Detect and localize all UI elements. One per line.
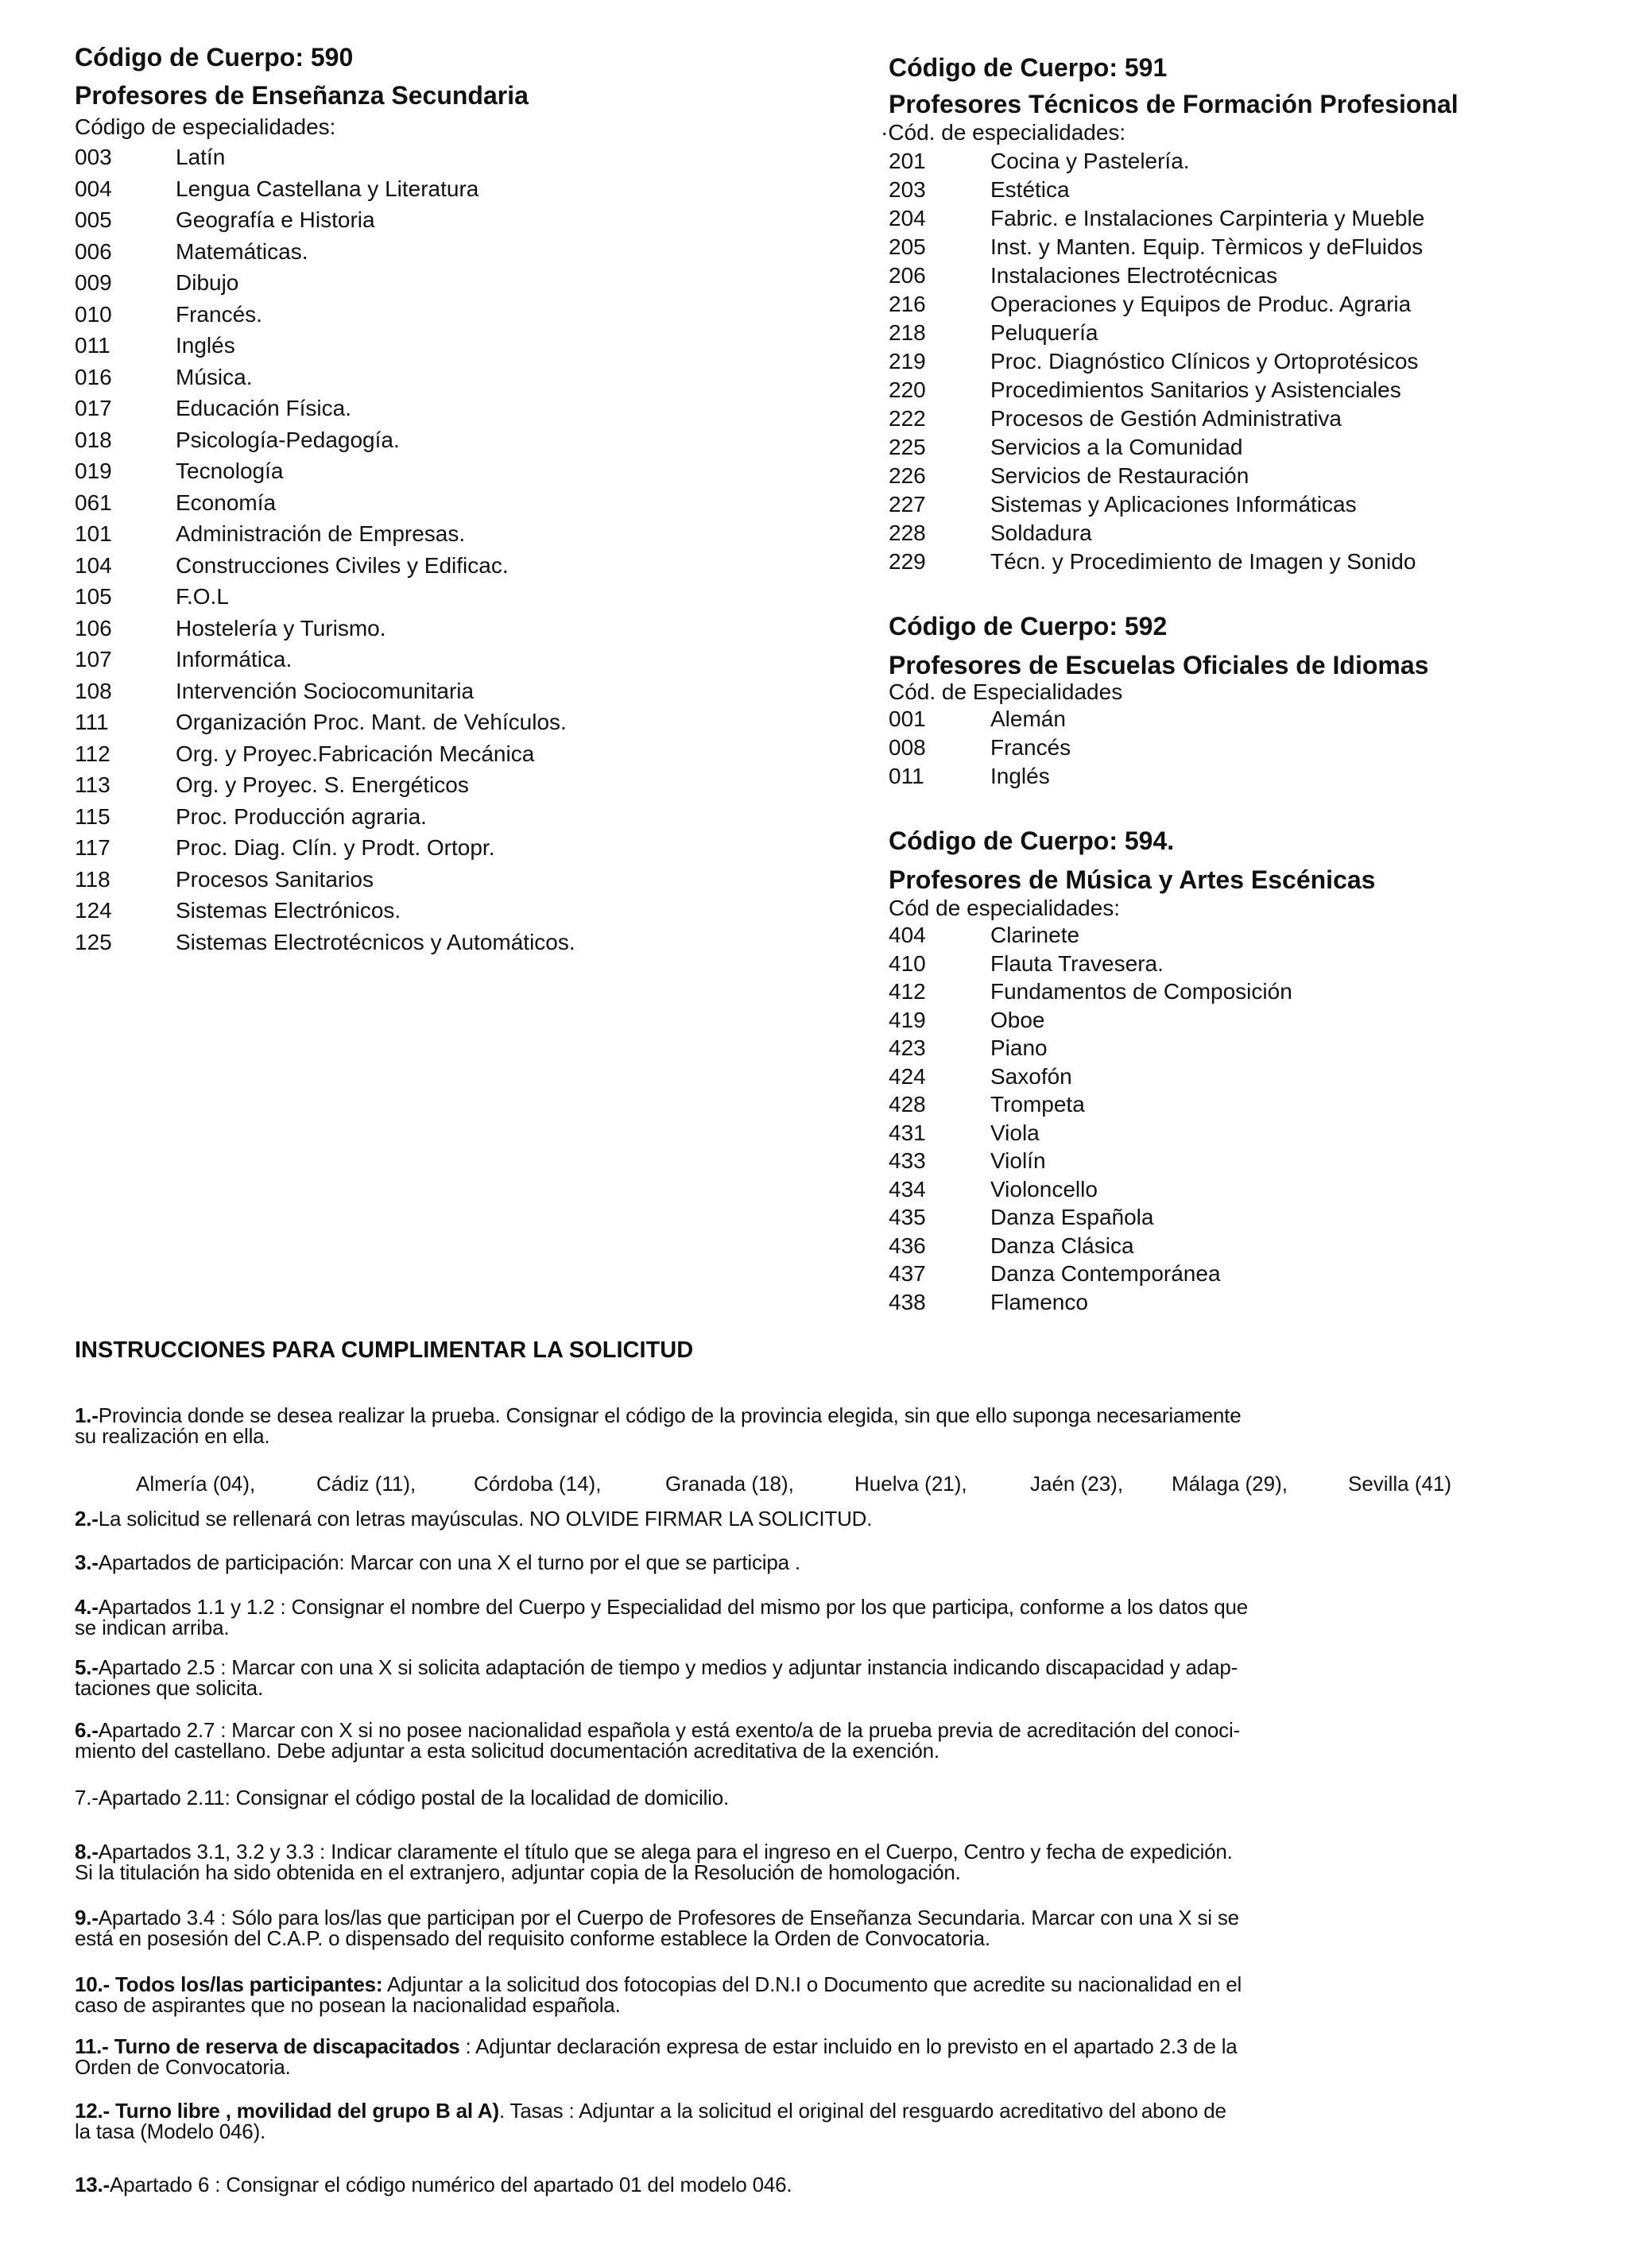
instruction-line: [75, 1974, 1585, 1995]
specialty-name: Cocina y Pastelería.: [990, 149, 1190, 173]
instruction-text: Apartado 2.11: Consignar el código postal de la localidad de domicilio.: [98, 1786, 730, 1809]
specialty-name: Francés: [990, 735, 1071, 760]
instruction-line: [75, 2036, 1585, 2057]
specialty-name: Org. y Proyec. S. Energéticos: [176, 772, 469, 797]
instruction-line: [75, 1907, 1585, 1928]
instruction-line: [75, 1405, 1585, 1426]
instruction-line: [75, 1617, 1585, 1638]
specialty-code: 419: [889, 1007, 926, 1032]
specialty-name: Informática.: [176, 647, 292, 671]
specialty-name: Viola: [990, 1120, 1040, 1145]
specialty-code: 061: [75, 490, 112, 515]
specialty-name: Fabric. e Instalaciones Carpinteria y Mueble: [990, 206, 1425, 230]
specialty-name: Saxofón: [990, 1063, 1072, 1089]
cuerpo-592-label: Cód. de Especialidades: [889, 679, 1123, 704]
instruction-text: Apartados 1.1 y 1.2 : Consignar el nombre del Cuerpo y Especialidad del mismo por los que participa, conforme a los datos que: [98, 1595, 1249, 1619]
instruction-item: [75, 1974, 1585, 2015]
cuerpo-592-title: Profesores de Escuelas Oficiales de Idiomas: [889, 651, 1429, 679]
specialty-code: 433: [889, 1148, 926, 1173]
instruction-text: Si la titulación ha sido obtenida en el extranjero, adjuntar copia de la Resolución de homologación.: [75, 1860, 961, 1884]
specialty-code: 226: [889, 463, 926, 488]
specialty-name: Servicios a la Comunidad: [990, 435, 1243, 459]
instruction-item: [75, 2036, 1585, 2077]
instruction-text: la tasa (Modelo 046).: [75, 2119, 266, 2143]
specialty-name: Hostelería y Turismo.: [176, 615, 386, 641]
instruction-number: 7.-: [75, 1786, 99, 1809]
specialty-name: Construcciones Civiles y Edificac.: [176, 552, 509, 578]
instruction-item: [75, 1508, 1585, 1529]
specialty-name: Psicología-Pedagogía.: [176, 427, 400, 452]
specialty-name: Sistemas Electrotécnicos y Automáticos.: [176, 929, 575, 954]
instruction-item: [75, 1720, 1585, 1761]
specialty-code: 009: [75, 270, 112, 295]
specialty-code: 112: [75, 741, 110, 766]
specialty-code: 011: [889, 764, 924, 788]
instruction-text: Apartados de participación: Marcar con una X el turno por el que se participa .: [98, 1550, 800, 1574]
specialty-name: Procesos Sanitarios: [176, 866, 374, 892]
specialty-name: Proc. Diag. Clín. y Prodt. Ortopr.: [176, 835, 495, 860]
specialty-code: 019: [75, 459, 112, 483]
instruction-line: [75, 2121, 1585, 2142]
specialty-name: Flamenco: [990, 1289, 1088, 1314]
specialty-code: 431: [889, 1120, 926, 1145]
specialty-name: Procedimientos Sanitarios y Asistenciales: [990, 377, 1401, 402]
instruction-line: [75, 1862, 1585, 1883]
instruction-item: [75, 1405, 1585, 1446]
instruction-line: [75, 1720, 1585, 1740]
specialty-name: Administración de Empresas.: [176, 521, 466, 546]
instruction-number: 8.-: [75, 1840, 99, 1864]
specialty-code: 216: [889, 292, 926, 316]
cuerpo-594-title: Profesores de Música y Artes Escénicas: [889, 865, 1376, 894]
specialty-name: Fundamentos de Composición: [990, 979, 1292, 1004]
instruction-text: caso de aspirantes que no posean la nacionalidad española.: [75, 1993, 621, 2017]
instruction-text: Apartados 3.1, 3.2 y 3.3 : Indicar claramente el título que se alega para el ingreso en el Cuerpo, Centro y fecha de expedición.: [98, 1840, 1233, 1864]
instruction-line: [75, 2057, 1585, 2077]
instruction-item: [75, 1907, 1585, 1949]
specialty-name: Org. y Proyec.Fabricación Mecánica: [176, 741, 535, 766]
specialty-code: 220: [889, 377, 926, 402]
instruction-number: 2.-: [75, 1507, 99, 1531]
specialty-name: Servicios de Restauración: [990, 463, 1249, 488]
specialty-code: 225: [889, 435, 926, 459]
province-code: Granada (18),: [665, 1472, 794, 1496]
specialty-code: 011: [75, 333, 110, 358]
instruction-number: 10.-: [75, 1972, 110, 1996]
instruction-number: 1.-: [75, 1403, 99, 1427]
specialty-name: Danza Española: [990, 1205, 1154, 1229]
specialty-name: Violín: [990, 1148, 1046, 1173]
specialty-name: Tecnología: [176, 459, 284, 483]
specialty-code: 423: [889, 1035, 926, 1060]
instruction-line: [75, 1508, 1585, 1529]
instruction-line: [75, 1678, 1585, 1698]
specialty-code: 437: [889, 1261, 926, 1286]
specialty-code: 204: [889, 206, 926, 230]
specialty-code: 118: [75, 866, 110, 892]
specialty-code: 201: [889, 149, 926, 173]
specialty-name: Violoncello: [990, 1176, 1098, 1202]
province-code: Cádiz (11),: [316, 1472, 416, 1496]
cuerpo-591-label: ·Cód. de especialidades:: [881, 120, 1126, 145]
specialty-name: Instalaciones Electrotécnicas: [990, 263, 1278, 288]
instruction-text: miento del castellano. Debe adjuntar a esta solicitud documentación acreditativa de la exención.: [75, 1739, 939, 1763]
instruction-line: [75, 1841, 1585, 1862]
specialty-name: Inglés: [176, 333, 235, 358]
instruction-text: Provincia donde se desea realizar la prueba. Consignar el código de la provincia elegida, sin que ello suponga necesariamente: [98, 1403, 1242, 1427]
province-code: Almería (04),: [136, 1472, 256, 1496]
specialty-name: Sistemas Electrónicos.: [176, 898, 401, 923]
specialty-code: 008: [889, 735, 926, 760]
specialty-name: Técn. y Procedimiento de Imagen y Sonido: [990, 549, 1416, 574]
instruction-item: [75, 1552, 1585, 1573]
cuerpo-590-heading: Código de Cuerpo: 590: [75, 43, 354, 72]
specialty-code: 227: [889, 492, 926, 517]
instruction-item: [75, 2174, 1585, 2195]
specialty-code: 005: [75, 207, 112, 232]
specialty-code: 404: [889, 923, 926, 947]
specialty-code: 105: [75, 584, 112, 609]
specialty-name: Danza Contemporánea: [990, 1261, 1221, 1286]
specialty-code: 004: [75, 176, 112, 201]
instruction-lead: Turno de reserva de discapacitados: [108, 2034, 460, 2058]
specialty-name: Proc. Producción agraria.: [176, 803, 427, 829]
specialty-code: 229: [889, 549, 926, 574]
specialty-code: 108: [75, 678, 112, 703]
specialty-code: 228: [889, 521, 926, 545]
instruction-line: [75, 1995, 1585, 2015]
cuerpo-592-heading: Código de Cuerpo: 592: [889, 612, 1168, 641]
specialty-name: Proc. Diagnóstico Clínicos y Ortoprotésicos: [990, 349, 1419, 373]
specialty-code: 438: [889, 1289, 926, 1314]
specialty-code: 006: [75, 238, 112, 264]
specialty-name: Procesos de Gestión Administrativa: [990, 406, 1342, 431]
specialty-name: Soldadura: [990, 521, 1092, 545]
specialty-code: 434: [889, 1176, 926, 1202]
specialty-name: Piano: [990, 1035, 1048, 1060]
specialty-name: Trompeta: [990, 1092, 1085, 1117]
specialty-name: Clarinete: [990, 923, 1080, 947]
specialty-name: Estética: [990, 177, 1070, 202]
instruction-number: 9.-: [75, 1906, 99, 1929]
specialty-code: 010: [75, 301, 112, 327]
specialty-name: Economía: [176, 490, 277, 515]
specialty-name: Danza Clásica: [990, 1233, 1134, 1258]
instruction-number: 6.-: [75, 1718, 99, 1742]
specialty-code: 117: [75, 835, 110, 860]
instruction-item: [75, 1657, 1585, 1698]
specialty-code: 203: [889, 177, 926, 202]
province-code: Jaén (23),: [1030, 1472, 1124, 1496]
instruction-text: . Tasas : Adjuntar a la solicitud el original del resguardo acreditativo del abono de: [498, 2099, 1226, 2123]
instruction-item: [75, 1787, 1585, 1808]
specialty-name: Alemán: [990, 706, 1066, 731]
instruction-text: Apartado 3.4 : Sólo para los/las que participan por el Cuerpo de Profesores de Enseñanza Secundaria. Marcar con una X si se: [98, 1906, 1239, 1929]
specialty-name: Francés.: [176, 301, 262, 327]
instruction-number: 3.-: [75, 1550, 99, 1574]
instruction-text: Apartado 2.7 : Marcar con X si no posee nacionalidad española y está exento/a de la prueba previa de acreditación del conoci-: [98, 1718, 1241, 1742]
province-code: Sevilla (41): [1348, 1472, 1452, 1496]
specialty-code: 017: [75, 396, 112, 420]
cuerpo-594-label: Cód de especialidades:: [889, 896, 1121, 920]
specialty-code: 115: [75, 803, 110, 829]
specialty-code: 410: [889, 950, 926, 976]
specialty-name: Música.: [176, 364, 253, 389]
specialty-name: Sistemas y Aplicaciones Informáticas: [990, 492, 1357, 517]
province-code: Córdoba (14),: [474, 1472, 602, 1496]
specialty-code: 205: [889, 234, 926, 259]
instruction-line: [75, 1552, 1585, 1573]
specialty-name: Inst. y Manten. Equip. Tèrmicos y deFluidos: [990, 234, 1424, 259]
specialty-code: 435: [889, 1205, 926, 1229]
instruction-lead: Turno libre , movilidad del grupo B al A): [110, 2099, 499, 2123]
instruction-text: Apartado 6 : Consignar el código numérico del apartado 01 del modelo 046.: [110, 2173, 792, 2196]
instruction-line: [75, 1787, 1585, 1808]
specialty-code: 113: [75, 772, 110, 797]
cuerpo-590-title: Profesores de Enseñanza Secundaria: [75, 81, 529, 110]
instruction-text: Apartado 2.5 : Marcar con una X si solicita adaptación de tiempo y medios y adjuntar instancia indicando discapacidad y adap-: [98, 1655, 1238, 1679]
specialty-code: 018: [75, 427, 112, 452]
specialty-code: 424: [889, 1063, 926, 1089]
instruction-text: está en posesión del C.A.P. o dispensado del requisito conforme establece la Orden de Convocatoria.: [75, 1926, 990, 1950]
specialty-code: 003: [75, 145, 112, 169]
instruction-line: [75, 1928, 1585, 1949]
instruction-line: [75, 1597, 1585, 1617]
province-code: Málaga (29),: [1172, 1472, 1288, 1496]
specialty-name: Operaciones y Equipos de Produc. Agraria: [990, 292, 1412, 316]
specialty-code: 428: [889, 1092, 926, 1117]
specialty-code: 206: [889, 263, 926, 288]
specialty-name: Geografía e Historia: [176, 207, 375, 232]
specialty-code: 104: [75, 552, 112, 578]
instruction-text: La solicitud se rellenará con letras mayúsculas. NO OLVIDE FIRMAR LA SOLICITUD.: [98, 1507, 873, 1531]
specialty-code: 107: [75, 647, 112, 671]
instruction-text: taciones que solicita.: [75, 1676, 263, 1700]
specialty-code: 436: [889, 1233, 926, 1258]
specialty-name: Inglés: [990, 764, 1050, 788]
instruction-line: [75, 1657, 1585, 1678]
specialty-code: 412: [889, 979, 926, 1004]
specialty-code: 222: [889, 406, 926, 431]
specialty-code: 111: [75, 710, 109, 734]
specialty-name: Oboe: [990, 1007, 1045, 1032]
instruction-item: [75, 2100, 1585, 2142]
specialty-name: Dibujo: [176, 270, 239, 295]
instruction-line: [75, 1740, 1585, 1761]
instruction-number: 12.-: [75, 2099, 110, 2123]
specialty-code: 001: [889, 706, 926, 731]
specialty-name: Organización Proc. Mant. de Vehículos.: [176, 710, 567, 734]
instruction-line: [75, 2100, 1585, 2121]
instruction-number: 5.-: [75, 1655, 99, 1679]
specialty-name: Latín: [176, 145, 226, 169]
instruction-text: se indican arriba.: [75, 1616, 230, 1639]
instruction-text: su realización en ella.: [75, 1424, 270, 1448]
cuerpo-591-title: Profesores Técnicos de Formación Profesional: [889, 90, 1459, 118]
specialty-name: Matemáticas.: [176, 238, 308, 264]
instruction-text: Orden de Convocatoria.: [75, 2055, 291, 2079]
instruction-number: 11.-: [75, 2034, 109, 2058]
cuerpo-594-heading: Código de Cuerpo: 594.: [889, 826, 1175, 855]
specialty-name: Intervención Sociocomunitaria: [176, 678, 475, 703]
instruction-lead: Todos los/las participantes:: [110, 1972, 383, 1996]
instruction-item: [75, 1597, 1585, 1638]
specialty-code: 106: [75, 615, 112, 641]
cuerpo-590-label: Código de especialidades:: [75, 114, 336, 139]
instruction-text: Adjuntar a la solicitud dos fotocopias del D.N.I o Documento que acredite su nacionalidad en el: [382, 1972, 1242, 1996]
specialty-name: F.O.L: [176, 584, 229, 609]
specialty-code: 219: [889, 349, 926, 373]
instruction-item: [75, 1841, 1585, 1883]
instruction-number: 4.-: [75, 1595, 99, 1619]
specialty-code: 218: [889, 320, 926, 345]
instruction-line: [75, 2174, 1585, 2195]
specialty-code: 016: [75, 364, 112, 389]
instructions-title: INSTRUCCIONES PARA CUMPLIMENTAR LA SOLICITUD: [75, 1337, 694, 1363]
specialty-code: 101: [75, 521, 112, 546]
specialty-name: Educación Física.: [176, 396, 351, 420]
instruction-text: : Adjuntar declaración expresa de estar incluido en lo previsto en el apartado 2.3 de la: [459, 2034, 1238, 2058]
specialty-name: Peluquería: [990, 320, 1098, 345]
specialty-name: Flauta Travesera.: [990, 950, 1164, 976]
specialty-name: Lengua Castellana y Literatura: [176, 176, 479, 201]
cuerpo-591-heading: Código de Cuerpo: 591: [889, 53, 1168, 82]
instruction-number: 13.-: [75, 2173, 110, 2196]
specialty-code: 124: [75, 898, 112, 923]
specialty-code: 125: [75, 929, 112, 954]
province-code: Huelva (21),: [854, 1472, 967, 1496]
instruction-line: [75, 1426, 1585, 1446]
